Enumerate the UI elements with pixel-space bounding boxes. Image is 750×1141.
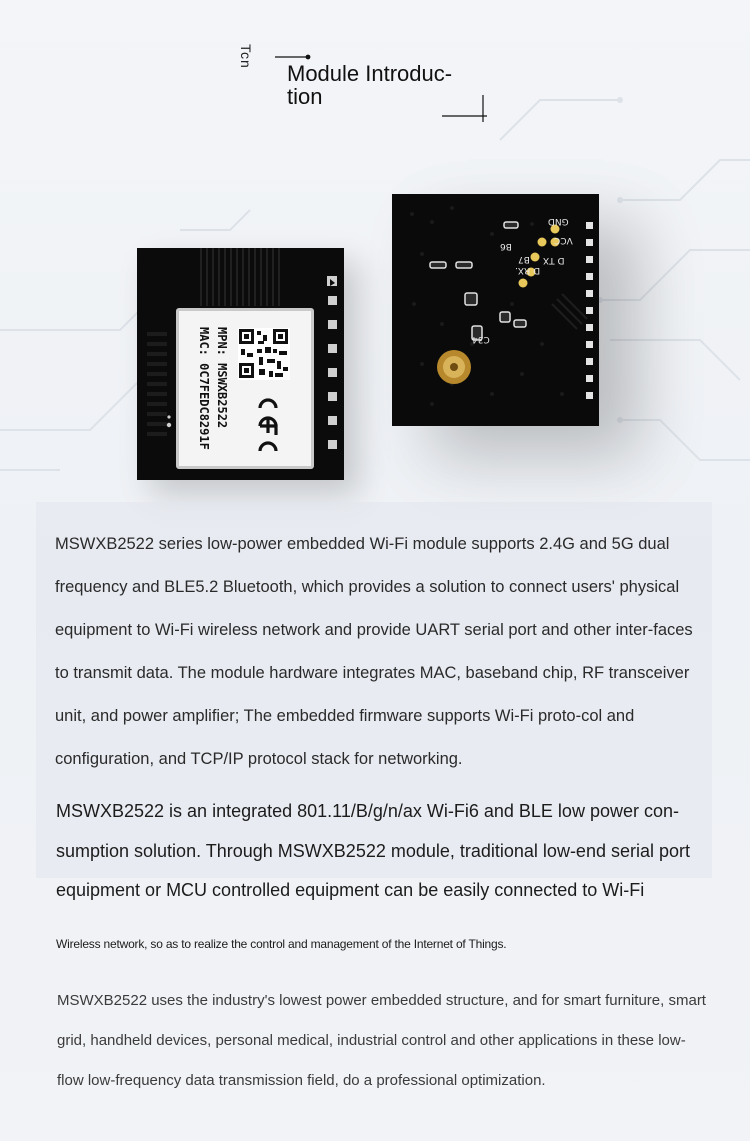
description-paragraph-3: Wireless network, so as to realize the control and management of the Internet of Things. [56, 937, 507, 951]
module-label-sticker [176, 308, 314, 469]
tx-label: D TX [543, 255, 565, 265]
module-back-pcb [392, 194, 599, 426]
description-paragraph-2: MSWXB2522 is an integrated 801.11/B/g/n/ax Wi-Fi6 and BLE low power con-sumption solution. Through MSWXB2522 module, traditional low-end serial port equipment or MCU controlled equipment can be easily connected to Wi-Fi [56, 801, 690, 900]
description-paragraph-4: MSWXB2522 uses the industry's lowest power embedded structure, and for smart furniture, smart grid, handheld devices, personal medical, industrial control and other applications in these low-flow low-frequency data transmission field, do a professional optimization. [57, 992, 706, 1089]
vcc-label: VCC [554, 235, 573, 245]
rx-label: D RX. [515, 265, 541, 275]
page-title: Module Introduc-tion [287, 61, 453, 109]
c34-label: C34 [472, 334, 490, 344]
description-paragraph-1: MSWXB2522 series low-power embedded Wi-Fi module supports 2.4G and 5G dual frequency and BLE5.2 Bluetooth, which provides a solution to connect users' physical equipment to Wi-Fi wireless network and provide UART serial port and other inter-faces to transmit data. The module hardware integrates MAC, baseband chip, RF transceiver unit, and power amplifier; The embedded firmware supports Wi-Fi proto-col and configuration, and TCP/IP protocol stack for networking. [55, 535, 693, 768]
b6-label: B6 [500, 241, 512, 251]
title-side-label: Tcn [238, 44, 254, 69]
gnd-label: GND [548, 216, 569, 226]
qr-code [238, 328, 290, 380]
mac-label: MAC: 0C7FEDC8291F [197, 327, 211, 450]
module-back-image [392, 194, 599, 426]
b7-label: B7 [518, 254, 530, 264]
mpn-label: MPN: MSWXB2522 [215, 327, 229, 429]
